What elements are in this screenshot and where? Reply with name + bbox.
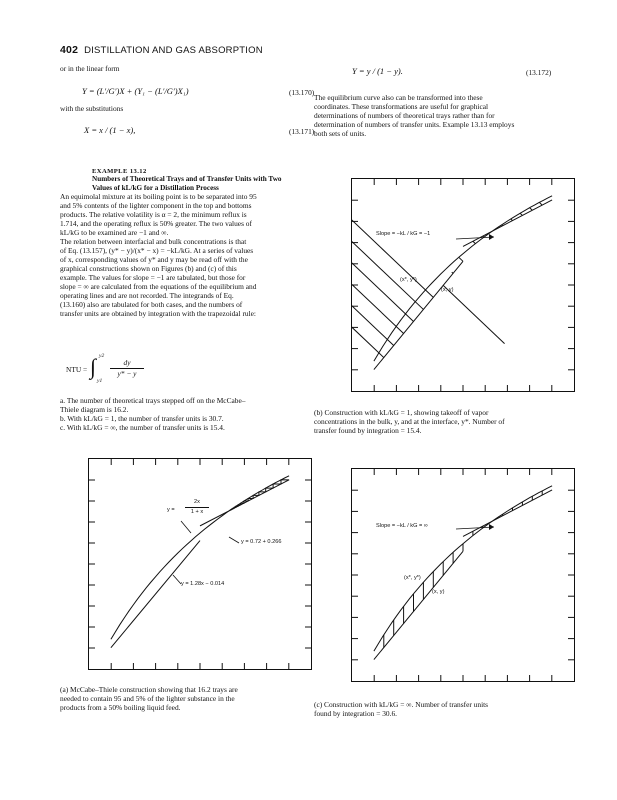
para-line: The equilibrium curve also can be transformed into these [314, 93, 483, 102]
body-line: and 5% contents of the lighter component in the top and bottoms [60, 201, 252, 211]
ntu-numerator: dy [123, 358, 131, 367]
figure-b-graphics [352, 179, 574, 391]
label-leader [181, 521, 191, 533]
figure-c-caption [314, 700, 584, 718]
caption-line: products from a 50% boiling liquid feed. [60, 703, 181, 712]
running-title: DISTILLATION AND GAS ABSORPTION [84, 45, 263, 56]
example-body [60, 192, 304, 318]
label-arrow [456, 237, 494, 239]
ntu-denominator: y* − y [117, 369, 137, 378]
figure-a-eq-den: 1 + x [190, 509, 204, 515]
tie-line [511, 219, 513, 221]
stripping-operating-line [374, 261, 463, 369]
para-line: both sets of units. [314, 129, 367, 138]
tie-line [502, 225, 503, 226]
figure-c-bulk-label: (x, y) [432, 589, 445, 595]
figure-a-upper-op-label: y = 0.72 + 0.266 [241, 539, 282, 545]
para-line: coordinates. These transformations are useful for graphical [314, 102, 489, 111]
tie-line [520, 213, 522, 215]
figure-a-lower-op-label: y = 1.28x − 0.014 [181, 581, 225, 587]
body-line: The relation between interfacial and bulk concentrations is that [60, 237, 247, 247]
stripping-operating-line [374, 551, 463, 659]
tie-line [452, 272, 453, 273]
equation-13-170-number: (13.170) [289, 88, 315, 97]
body-line: 1.714, and the operating reflux is 50% greater. The two values of [60, 219, 252, 229]
integral-sign: ∫ [90, 354, 97, 379]
caption-line: (b) Construction with kL/kG = 1, showing takeoff of vapor [314, 408, 489, 417]
caption-line: (a) McCabe–Thiele construction showing that 16.2 trays are [60, 685, 238, 694]
caption-line: (c) Construction with kL/kG = ∞. Number of transfer units [314, 700, 489, 709]
result-line: a. The number of theoretical trays stepped off on the McCabe– [60, 396, 246, 405]
para-line: determination of numbers of transfer units. Example 13.13 employs [314, 120, 515, 129]
example-block [60, 168, 304, 318]
caption-line: concentrations in the bulk, y, and at the interface, y*. Number of [314, 417, 505, 426]
caption-line: found by integration = 30.6. [314, 709, 397, 718]
figure-b-plot [351, 178, 575, 392]
body-line: example. The values for slope = −1 are tabulated, but those for [60, 273, 246, 283]
figure-c-graphics [352, 469, 574, 681]
equation-13-170: Y = (L′/G′)X + (Y₁ − (L′/G′)X₁) [82, 86, 189, 96]
body-line: An equimolal mixture at its boiling point is to be separated into 95 [60, 192, 257, 202]
body-line: of Eq. (13.157), (y* − y)/(x* − x) = −kL/kG. At a series of values [60, 246, 254, 256]
stripping-operating-line [111, 541, 200, 648]
ntu-equation [66, 354, 186, 388]
equation-13-172: Y = y / (1 − y). [352, 66, 403, 76]
ntu-upper-limit: y2 [99, 353, 105, 359]
tie-line [483, 236, 484, 237]
tie-line [459, 258, 463, 262]
label-leader [173, 575, 181, 584]
example-title-line: Numbers of Theoretical Trays and of Transfer Units with Two [92, 175, 282, 183]
figure-a-caption [60, 685, 312, 712]
body-line: of x, corresponding values of y* and y may be read off with the [60, 255, 248, 265]
substitutions-text: with the substitutions [60, 104, 124, 113]
tie-line [352, 179, 394, 346]
para-line: determinations of numbers of theoretical trays rather than for [314, 111, 495, 120]
body-line: kL/kG to be examined are −1 and ∞. [60, 228, 169, 238]
rectifying-operating-line [463, 490, 552, 537]
page-header [60, 44, 263, 56]
caption-line: needed to contain 95 and 5% of the lighter substance in the [60, 694, 235, 703]
body-line: products. The relative volatility is α = 2, the minimum reflux is [60, 210, 247, 220]
figure-a-eq-num: 2x [194, 499, 200, 505]
equation-13-171-number: (13.171) [289, 127, 315, 136]
result-line: Thiele diagram is 16.2. [60, 405, 129, 414]
equation-13-172-number: (13.172) [526, 68, 552, 77]
page-number: 402 [60, 44, 79, 56]
figure-b-caption [314, 408, 584, 435]
body-line: operating lines and are not recorded. The integrands of Eq. [60, 291, 234, 301]
rectifying-operating-line [463, 200, 552, 247]
figure-b-slope-label: Slope = −kL / kG = −1 [376, 231, 431, 237]
right-paragraph [314, 93, 576, 138]
ntu-lower-limit: y1 [97, 378, 103, 384]
body-line: (13.160) also are tabulated for both cases, and the numbers of [60, 300, 243, 310]
result-line: c. With kL/kG = ∞, the number of transfer units is 15.4. [60, 423, 225, 432]
arrow-head [489, 524, 494, 530]
label-arrow [456, 527, 494, 529]
figure-c-slope-label: Slope = −kL / kG = ∞ [376, 523, 428, 529]
caption-line: transfer found by integration = 15.4. [314, 426, 422, 435]
rectifying-operating-line [200, 480, 289, 526]
equation-13-171: X = x / (1 − x), [84, 125, 136, 135]
body-line: graphical constructions shown on Figures (b) and (c) of this [60, 264, 237, 274]
tie-line [539, 202, 542, 205]
arrow-head [489, 234, 494, 240]
example-results [60, 396, 304, 432]
example-label: EXAMPLE 13.12 [92, 168, 147, 175]
figure-a-plot [88, 458, 312, 670]
tie-line [352, 179, 423, 309]
equilibrium-curve [374, 486, 552, 651]
figure-a-graphics [89, 459, 311, 669]
figure-b-bulk-label: (x, y) [441, 287, 454, 293]
tie-line [530, 208, 533, 211]
intro-text: or in the linear form [60, 64, 120, 73]
tie-line [352, 179, 404, 334]
result-line: b. With kL/kG = 1, the number of transfer units is 30.7. [60, 414, 224, 423]
example-title-line: Values of kL/kG for a Distillation Process [92, 183, 219, 192]
figure-a-eq-bar [185, 507, 209, 508]
label-leader [229, 537, 239, 543]
example-title [92, 175, 304, 192]
figure-c-plot [351, 468, 575, 682]
figure-a-eq-y: y = [167, 507, 175, 513]
tie-line [443, 285, 504, 343]
figure-b-interface-label: (x*, y*) [400, 277, 417, 283]
body-line: slope = ∞ are calculated from the equations of the equilibrium and [60, 282, 257, 292]
figure-c-interface-label: (x*, y*) [404, 575, 421, 581]
ntu-lhs: NTU = [66, 365, 88, 374]
tie-line [473, 241, 475, 243]
body-line: transfer units are obtained by integration with the trapezoidal rule: [60, 309, 256, 319]
